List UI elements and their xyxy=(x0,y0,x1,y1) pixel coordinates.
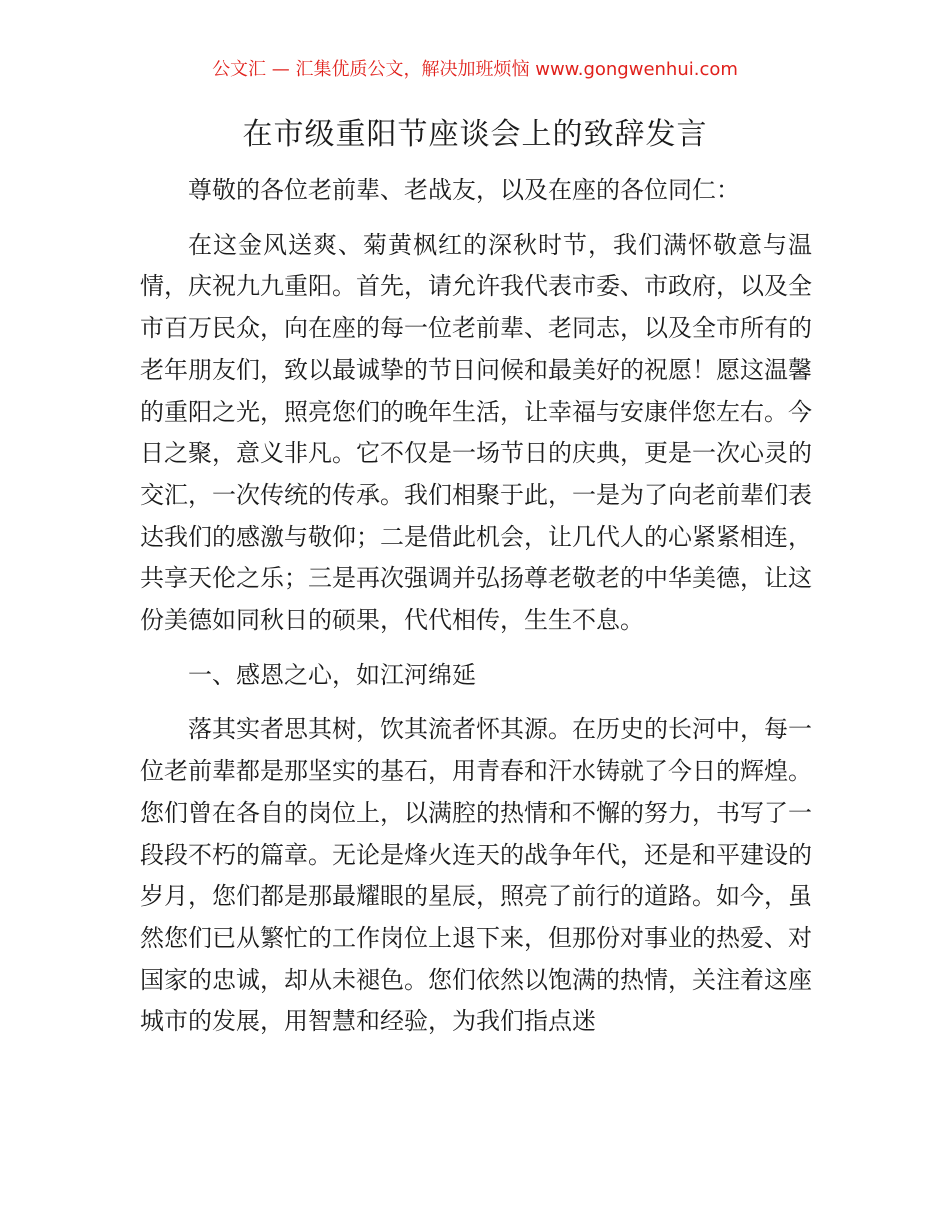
site-banner: 公文汇 — 汇集优质公文，解决加班烦恼 www.gongwenhui.com xyxy=(212,59,738,80)
document-body xyxy=(140,170,812,1043)
body-paragraph: 落其实者思其树，饮其流者怀其源。在历史的长河中，每一位老前辈都是那坚实的基石，用青春和汗水铸就了今日的辉煌。您们曾在各自的岗位上，以满腔的热情和不懈的努力，书写了一段段不朽的篇章。无论是烽火连天的战争年代，还是和平建设的岁月，您们都是那最耀眼的星辰，照亮了前行的道路。如今，虽然您们已从繁忙的工作岗位上退下来，但那份对事业的热爱、对国家的忠诚，却从未褪色。您们依然以饱满的热情，关注着这座城市的发展，用智慧和经验，为我们指点迷 xyxy=(140,715,812,1036)
document-title: 在市级重阳节座谈会上的致辞发言 xyxy=(242,117,708,152)
body-paragraph: 在这金风送爽、菊黄枫红的深秋时节，我们满怀敬意与温情，庆祝九九重阳。首先，请允许我代表市委、市政府，以及全市百万民众，向在座的每一位老前辈、老同志，以及全市所有的老年朋友们，致以最诚挚的节日问候和最美好的祝愿！愿这温馨的重阳之光，照亮您们的晚年生活，让幸福与安康伴您左右。今日之聚，意义非凡。它不仅是一场节日的庆典，更是一次心灵的交汇，一次传统的传承。我们相聚于此，一是为了向老前辈们表达我们的感激与敬仰；二是借此机会，让几代人的心紧紧相连，共享天伦之乐；三是再次强调并弘扬尊老敬老的中华美德，让这份美德如同秋日的硕果，代代相传，生生不息。 xyxy=(140,230,812,635)
section-heading: 一、感恩之心，如江河绵延 xyxy=(188,660,476,689)
greeting-paragraph: 尊敬的各位老前辈、老战友，以及在座的各位同仁： xyxy=(188,176,740,204)
